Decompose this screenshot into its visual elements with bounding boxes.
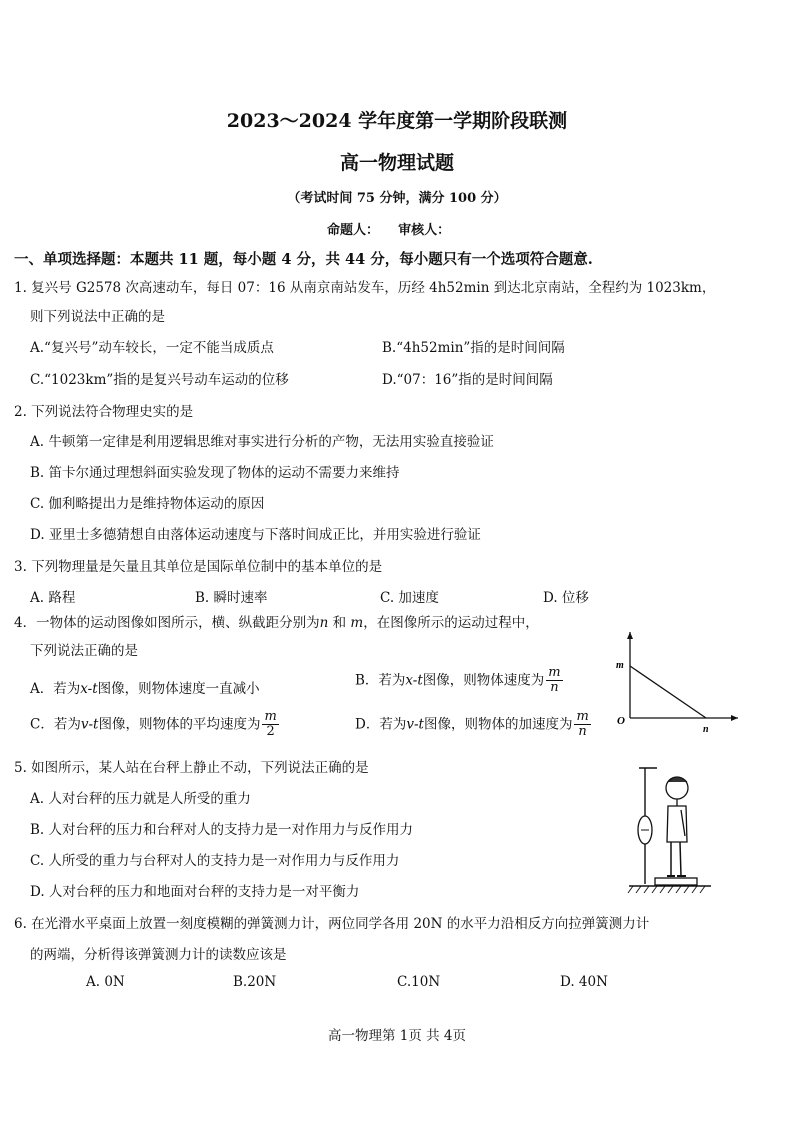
q1-stem-line1: 1. 复兴号 G2578 次高速动车，每日 07：16 从南京南站发车，历经 4h52min 到达北京南站，全程约为 1023km， [14,280,716,296]
person-body [667,806,687,842]
q5-option-a: A. 人对台秤的压力就是人所受的重力 [30,791,251,807]
q4-option-d-vt: v-t [406,716,424,733]
q5-option-d: D. 人对台秤的压力和地面对台秤的支持力是一对平衡力 [30,884,360,900]
q4-option-c-fraction [262,710,278,740]
q1-option-c: C.“1023km”指的是复兴号动车运动的位移 [30,372,289,388]
q2-stem: 2. 下列说法符合物理史实的是 [14,404,194,420]
graph-origin-label: O [617,715,625,727]
page-footer: 高一物理第 1页 共 4页 [327,1028,467,1044]
q4-motion-graph [612,628,742,738]
fraction-denominator: 2 [266,724,275,740]
q3-option-b: B. 瞬时速率 [195,590,268,606]
exam-title: 2023～2024 学年度第一学期阶段联测 [226,110,568,132]
author-label: 命题人： [327,223,380,238]
q3-option-a: A. 路程 [30,590,76,606]
q4-option-a [30,677,260,697]
q6-stem-line1: 6. 在光滑水平桌面上放置一刻度模糊的弹簧测力计，两位同学各用 20N 的水平力沿相反方向拉弹簧测力计 [14,916,650,932]
q4-option-b-fraction [546,666,562,696]
q4-option-d-pre: D．若为 [355,716,407,733]
q6-option-c: C.10N [397,974,441,990]
q4-option-c-pre: C．若为 [30,716,81,733]
fraction-denominator: n [578,724,587,740]
q4-option-b [355,666,563,696]
q4-option-a-xt: x-t [80,681,98,697]
q2-option-d: D. 亚里士多德猜想自由落体运动速度与下落时间成正比，并用实验进行验证 [30,527,481,543]
scale-platform [655,878,697,885]
ground-hatching [628,886,705,893]
q1-option-d: D.“07：16”指的是时间间隔 [382,372,553,388]
q5-option-b: B. 人对台秤的压力和台秤对人的支持力是一对作用力与反作用力 [30,822,414,838]
person-legs [671,842,681,876]
q1-stem-line2: 则下列说法中正确的是 [30,309,165,325]
graph-y-intercept-label: m [616,660,624,671]
q4-option-b-xt: x-t [405,672,423,689]
q6-option-a: A. 0N [86,974,125,990]
section-title: 一、单项选择题：本题共 11 题，每小题 4 分，共 44 分，每小题只有一个选项符合题意. [14,251,593,268]
q4-option-c-vt: v-t [80,716,99,733]
q6-option-d: D. 40N [560,974,608,990]
q1-option-a: A.“复兴号”动车较长，一定不能当成质点 [30,340,274,356]
q4-m: m [350,615,364,631]
q4-stem-a: 4．一物体的运动图像如图所示，横、纵截距分别为 [14,615,320,631]
q3-stem: 3. 下列物理量是矢量且其单位是国际单位制中的基本单位的是 [14,559,383,575]
fraction-numerator: m [548,665,561,680]
q4-option-b-pre: B．若为 [355,672,406,689]
q2-option-c: C. 伽利略提出力是维持物体运动的原因 [30,496,265,512]
fraction-numerator: m [264,709,277,724]
graph-x-arrow [731,715,738,721]
q4-option-c-post: 图像，则物体的平均速度为 [98,716,261,733]
q4-stem-b: ，在图像所示的运动过程中， [363,615,539,631]
q6-option-b: B.20N [233,974,277,990]
q3-option-d: D. 位移 [543,590,589,606]
person-hair [668,777,687,782]
q6-stem-line2: 的两端，分析得该弹簧测力计的读数应该是 [30,947,287,963]
q4-option-c [30,710,279,740]
graph-x-intercept-label: n [703,724,709,735]
q4-option-a-post: 图像，则物体速度一直减小 [97,681,260,697]
q2-option-a: A. 牛顿第一定律是利用逻辑思维对事实进行分析的产物，无法用实验直接验证 [30,434,494,450]
q5-person-on-scale-figure [625,760,715,896]
exam-info: （考试时间 75 分钟，满分 100 分） [287,191,507,206]
q4-option-d [355,710,591,740]
q4-option-b-post: 图像，则物体速度为 [422,672,545,689]
q4-option-d-post: 图像，则物体的加速度为 [423,716,573,733]
graph-line [630,666,706,718]
q5-option-c: C. 人所受的重力与台秤对人的支持力是一对作用力与反作用力 [30,853,400,869]
q2-option-b: B. 笛卡尔通过理想斜面实验发现了物体的运动不需要力来维持 [30,465,400,481]
fraction-numerator: m [576,709,589,724]
reviewer-label: 审核人： [398,223,451,238]
authors-line [327,219,450,238]
graph-y-arrow [627,632,633,639]
q1-option-b: B.“4h52min”指的是时间间隔 [382,340,565,356]
q4-and: 和 [332,615,347,631]
q4-option-d-fraction [574,710,590,740]
q4-n: n [319,615,329,631]
q5-stem: 5. 如图所示，某人站在台秤上静止不动，下列说法正确的是 [14,760,369,776]
fraction-denominator: n [550,680,559,696]
q3-option-c: C. 加速度 [380,590,439,606]
subject-title: 高一物理试题 [339,152,454,174]
q4-stem-line2: 下列说法正确的是 [30,643,138,659]
q4-option-a-pre: A．若为 [30,681,81,697]
q4-stem-line1 [14,611,539,631]
